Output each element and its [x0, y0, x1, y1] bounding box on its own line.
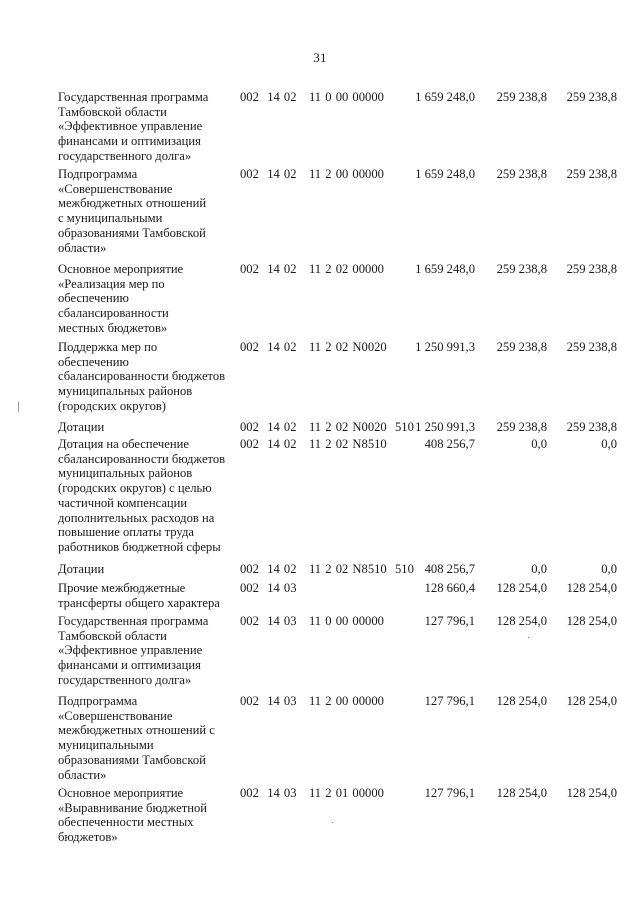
row-name: Государственная программа Тамбовской области «Эффективное управление финансами и оптимизация государственного долга» [58, 614, 209, 687]
row-code: 002 14 02 11 2 00 00000 [240, 167, 384, 181]
row-value-3: 259 238,8 [566, 420, 617, 434]
row-value-3: 0,0 [601, 562, 617, 576]
row-value-1: 1 250 991,3 [415, 420, 475, 434]
row-value-3: 0,0 [601, 437, 617, 451]
row-value-2: 0,0 [531, 437, 547, 451]
row-value-3: 259 238,8 [566, 90, 617, 104]
row-code: 002 14 02 11 2 02 00000 [240, 262, 384, 276]
row-code: 002 14 02 11 0 00 00000 [240, 90, 384, 104]
row-value-3: 128 254,0 [566, 581, 617, 595]
row-value-2: 128 254,0 [496, 581, 547, 595]
row-code: 002 14 03 11 0 00 00000 [240, 614, 384, 628]
row-value-1: 127 796,1 [424, 614, 475, 628]
row-value-2: 259 238,8 [496, 262, 547, 276]
page-number: 31 [313, 50, 327, 65]
row-value-2: 259 238,8 [496, 90, 547, 104]
row-value-2: 128 254,0 [496, 786, 547, 800]
row-value-2: 0,0 [531, 562, 547, 576]
row-value-1: 127 796,1 [424, 786, 475, 800]
row-value-3: 128 254,0 [566, 614, 617, 628]
row-value-2: 259 238,8 [496, 167, 547, 181]
row-code: 002 14 02 11 2 02 N8510 510 [240, 562, 414, 576]
row-value-3: 259 238,8 [566, 167, 617, 181]
row-code: 002 14 02 11 2 02 N8510 [240, 437, 387, 451]
row-code: 002 14 03 [240, 581, 297, 595]
row-name: Подпрограмма «Совершенствование межбюджетных отношений с муниципальными образованиями Тамбовской области» [58, 167, 207, 255]
row-name: Государственная программа Тамбовской области «Эффективное управление финансами и оптимизация государственного долга» [58, 90, 209, 163]
row-value-1: 408 256,7 [424, 437, 475, 451]
row-code: 002 14 03 11 2 00 00000 [240, 694, 384, 708]
row-value-2: 259 238,8 [496, 420, 547, 434]
row-value-3: 259 238,8 [566, 262, 617, 276]
row-name: Дотации [58, 420, 105, 434]
scan-speck [528, 637, 529, 638]
row-name: Дотация на обеспечение сбалансированности бюджетов муниципальных районов (городских округов) с целью частичной компенсации дополнительных расходов на повышение оплаты труда работников бюджетной сферы [58, 437, 226, 554]
scan-speck [332, 822, 333, 823]
row-value-1: 1 659 248,0 [415, 90, 475, 104]
row-value-3: 128 254,0 [566, 694, 617, 708]
row-name: Прочие межбюджетные трансферты общего характера [58, 581, 220, 610]
row-value-1: 128 660,4 [424, 581, 475, 595]
row-name: Подпрограмма «Совершенствование межбюджетных отношений с муниципальными образованиями Тамбовской области» [58, 694, 215, 782]
row-value-2: 259 238,8 [496, 340, 547, 354]
row-value-1: 1 250 991,3 [415, 340, 475, 354]
row-name: Поддержка мер по обеспечению сбалансированности бюджетов муниципальных районов (городских округов) [58, 340, 226, 413]
row-value-3: 128 254,0 [566, 786, 617, 800]
row-value-1: 127 796,1 [424, 694, 475, 708]
scan-margin-mark [18, 402, 19, 412]
row-name: Дотации [58, 562, 105, 576]
row-name: Основное мероприятие «Выравнивание бюджетной обеспеченности местных бюджетов» [58, 786, 208, 845]
row-value-1: 1 659 248,0 [415, 262, 475, 276]
row-code: 002 14 03 11 2 01 00000 [240, 786, 384, 800]
row-code: 002 14 02 11 2 02 N0020 510 [240, 420, 414, 434]
row-value-2: 128 254,0 [496, 614, 547, 628]
row-value-2: 128 254,0 [496, 694, 547, 708]
row-value-1: 408 256,7 [424, 562, 475, 576]
row-code: 002 14 02 11 2 02 N0020 [240, 340, 387, 354]
row-value-3: 259 238,8 [566, 340, 617, 354]
row-name: Основное мероприятие «Реализация мер по обеспечению сбалансированности местных бюджетов» [58, 262, 184, 335]
row-value-1: 1 659 248,0 [415, 167, 475, 181]
